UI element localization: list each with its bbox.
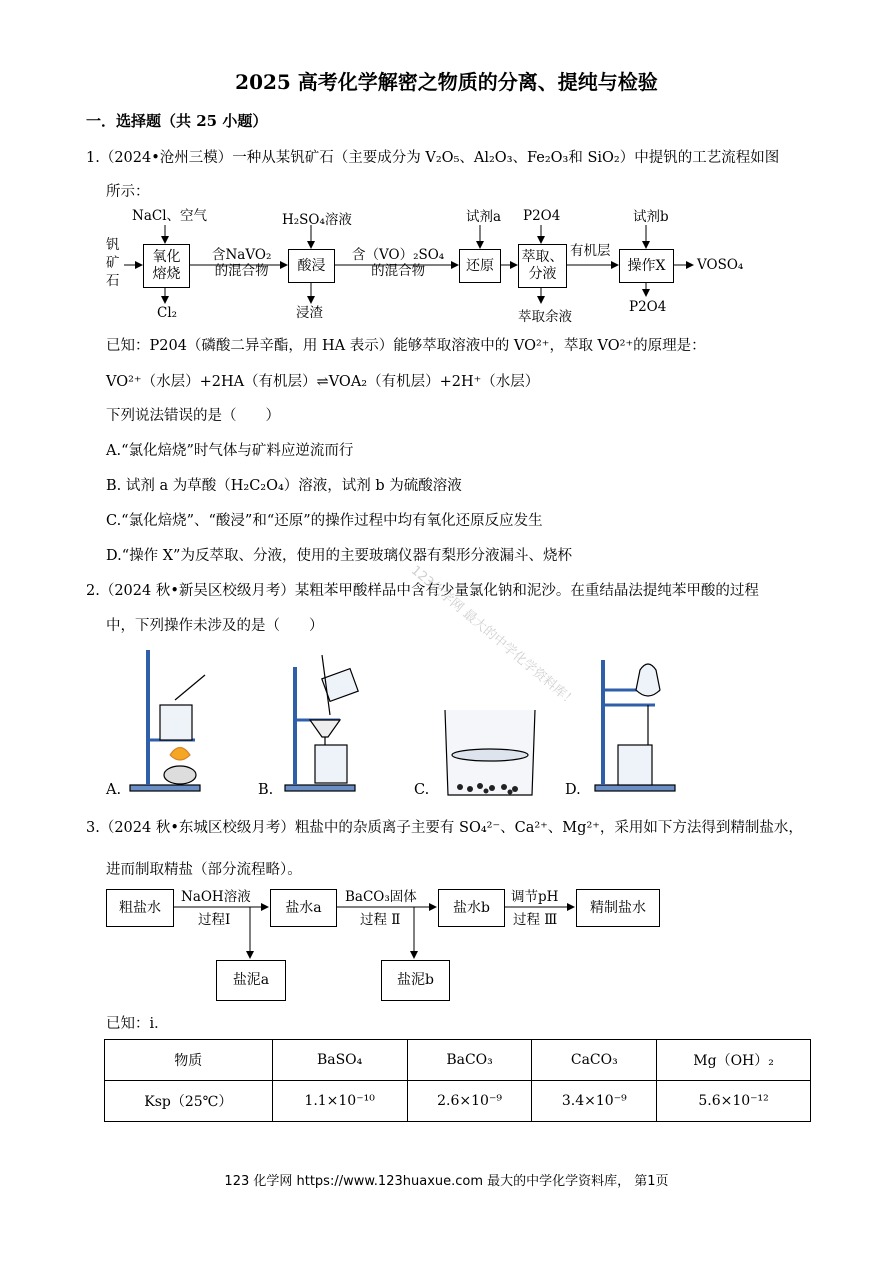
- q2-option-b-label: B.: [258, 782, 274, 798]
- q2-stem-line1: 2.（2024 秋•新吴区校级月考）某粗苯甲酸样品中含有少量氯化钠和泥沙。在重结晶法提纯苯甲酸的过程: [86, 583, 759, 599]
- q3-flow-box-sludge-a: 盐泥a: [216, 960, 286, 1001]
- q3-stem-line2: 进而制取精盐（部分流程略）。: [106, 862, 302, 878]
- q3-known: 已知：ⅰ．: [106, 1016, 169, 1032]
- table-header-row: [105, 1040, 811, 1081]
- q1-flow-input-1: NaCl、空气: [132, 208, 208, 224]
- q1-flow-mid-2: 含（VO）₂SO₄ 的混合物: [352, 247, 445, 279]
- q1-known-2: VO²⁺（水层）+2HA（有机层）⇌VOA₂（有机层）+2H⁺（水层）: [106, 374, 540, 390]
- q3-flow-box-brine-a: 盐水a: [270, 889, 337, 927]
- q3-flow-box-refined-brine: 精制盐水: [576, 889, 660, 927]
- table-header-cell: BaCO₃: [407, 1040, 532, 1081]
- apparatus-b-filtration: [285, 655, 358, 791]
- apparatus-d-separatory-funnel: [595, 660, 675, 791]
- q1-flow-start: 钒 矿 石: [106, 237, 120, 289]
- q2-option-c-label: C.: [414, 782, 430, 798]
- q1-option-b: B. 试剂 a 为草酸（H₂C₂O₄）溶液，试剂 b 为硫酸溶液: [106, 478, 462, 494]
- q1-flow-output-1: Cl₂: [157, 305, 178, 321]
- table-header-cell: 物质: [105, 1040, 273, 1081]
- q1-known-1: 已知：P204（磷酸二异辛酯，用 HA 表示）能够萃取溶液中的 VO²⁺，萃取 VO²⁺的原理是：: [106, 338, 706, 354]
- q1-flow-end: VOSO₄: [697, 257, 744, 273]
- q1-flow-mid-4: 有机层: [570, 243, 611, 259]
- q1-flow-output-2: 浸渣: [296, 305, 323, 321]
- q1-flow-input-3: 试剂a: [466, 209, 502, 225]
- table-cell: Ksp（25℃）: [105, 1081, 273, 1122]
- q1-flow-output-5: P2O4: [629, 299, 667, 315]
- table-cell: 2.6×10⁻⁹: [407, 1081, 532, 1122]
- q3-flow-box-crude-brine: 粗盐水: [106, 889, 174, 927]
- q1-flow-input-2: H₂SO₄溶液: [282, 212, 352, 228]
- q1-flow-output-4: 萃取余液: [518, 309, 572, 325]
- q1-flow-box-3: 还原: [459, 249, 501, 283]
- table-header-cell: BaSO₄: [272, 1040, 407, 1081]
- q2-stem-line2: 中，下列操作未涉及的是（ ）: [106, 618, 324, 634]
- q3-stem-line1: 3.（2024 秋•东城区校级月考）粗盐中的杂质离子主要有 SO₄²⁻、Ca²⁺、Mg²⁺，采用如下方法得到精制盐水，: [86, 820, 803, 836]
- q1-flow-box-4: 萃取、 分液: [518, 244, 567, 288]
- table-header-cell: Mg（OH）₂: [657, 1040, 811, 1081]
- q1-option-a: A.“氯化焙烧”时气体与矿料应逆流而行: [106, 443, 354, 459]
- ksp-table: [104, 1039, 811, 1122]
- q3-flow-reagent-2: BaCO₃固体: [345, 889, 417, 905]
- q1-option-c: C.“氯化焙烧”、“酸浸”和“还原”的操作过程中均有氧化还原反应发生: [106, 513, 543, 529]
- q2-option-a-label: A.: [106, 782, 122, 798]
- table-row: [105, 1081, 811, 1122]
- q1-option-d: D.“操作 X”为反萃取、分液，使用的主要玻璃仪器有梨形分液漏斗、烧杯: [106, 548, 572, 564]
- table-header-cell: CaCO₃: [532, 1040, 657, 1081]
- q3-flow-reagent-1: NaOH溶液: [181, 889, 251, 905]
- table-cell: 5.6×10⁻¹²: [657, 1081, 811, 1122]
- q3-flow-step-3: 过程 Ⅲ: [513, 912, 558, 928]
- section-heading: 一．选择题（共 25 小题）: [86, 112, 268, 130]
- document-title: 2025 高考化学解密之物质的分离、提纯与检验: [235, 70, 658, 94]
- table-cell: 1.1×10⁻¹⁰: [272, 1081, 407, 1122]
- q1-stem-line1: 1.（2024•沧州三模）一种从某钒矿石（主要成分为 V₂O₅、Al₂O₃、Fe₂O₃和 SiO₂）中提钒的工艺流程如图: [86, 150, 780, 166]
- q3-flow-reagent-3: 调节pH: [511, 889, 559, 905]
- q3-flow-box-brine-b: 盐水b: [438, 889, 505, 927]
- q3-flow-step-2: 过程 Ⅱ: [360, 912, 401, 928]
- page-footer: 123 化学网 https://www.123huaxue.com 最大的中学化学资料库， 第1页: [224, 1174, 669, 1189]
- q1-flow-input-4: P2O4: [523, 208, 561, 224]
- apparatus-a-heating: [130, 650, 205, 791]
- q1-flow-box-2: 酸浸: [288, 249, 335, 283]
- apparatus-c-beaker: [445, 710, 535, 795]
- watermark: 123化学网 最大的中学化学资料库！: [407, 563, 580, 711]
- q1-flow-box-5: 操作X: [619, 249, 674, 283]
- q1-stem-line2: 所示：: [106, 184, 150, 200]
- q3-flow-step-1: 过程I: [198, 912, 231, 928]
- q1-flow-mid-1: 含NaVO₂ 的混合物: [212, 247, 272, 279]
- q2-option-d-label: D.: [565, 782, 581, 798]
- q3-flow-box-sludge-b: 盐泥b: [381, 960, 450, 1001]
- q2-apparatus-images: [100, 645, 800, 805]
- q1-flow-input-5: 试剂b: [633, 209, 669, 225]
- q1-ask: 下列说法错误的是（ ）: [106, 408, 280, 424]
- q1-flow-box-1: 氧化 熔烧: [143, 244, 190, 288]
- table-cell: 3.4×10⁻⁹: [532, 1081, 657, 1122]
